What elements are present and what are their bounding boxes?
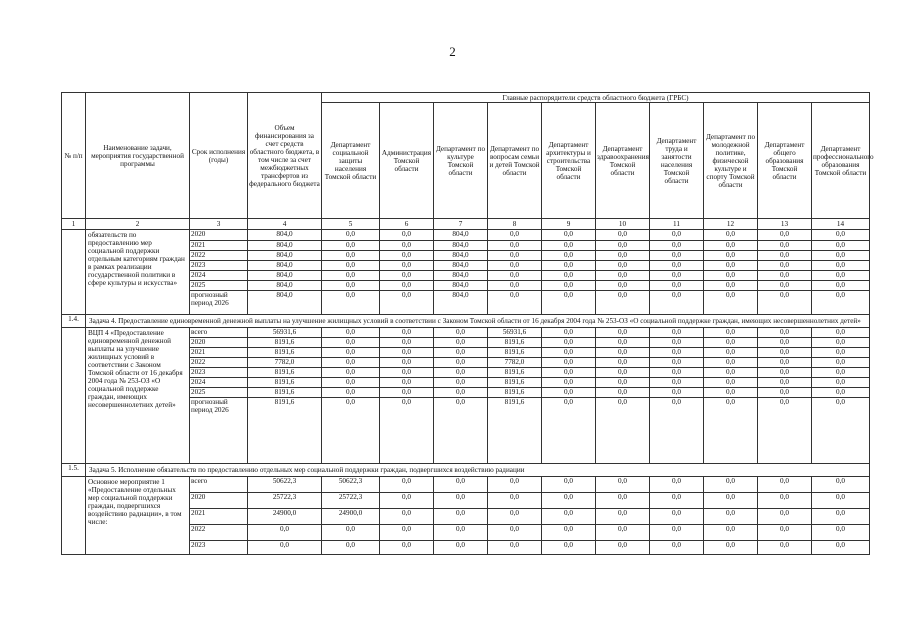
- value-cell: 56931,6: [248, 328, 322, 338]
- value-cell: 0,0: [758, 525, 812, 541]
- header-grbs-4: Департамент по вопросам семьи и детей Томской области: [488, 103, 542, 219]
- value-cell: 0,0: [488, 271, 542, 281]
- value-cell: 0,0: [542, 358, 596, 368]
- value-cell: 0,0: [758, 271, 812, 281]
- value-cell: 0,0: [596, 271, 650, 281]
- value-cell: 0,0: [596, 328, 650, 338]
- value-cell: 0,0: [650, 291, 704, 315]
- value-cell: 0,0: [434, 541, 488, 555]
- value-cell: 0,0: [812, 230, 870, 241]
- column-index-5: 5: [322, 219, 380, 230]
- value-cell: 8191,6: [488, 378, 542, 388]
- value-cell: 50622,3: [248, 477, 322, 493]
- value-cell: 804,0: [248, 281, 322, 291]
- value-cell: 0,0: [650, 230, 704, 241]
- value-cell: 0,0: [704, 271, 758, 281]
- value-cell: 0,0: [650, 398, 704, 464]
- value-cell: 0,0: [488, 241, 542, 251]
- column-index-4: 4: [248, 219, 322, 230]
- value-cell: 0,0: [322, 388, 380, 398]
- value-cell: 0,0: [596, 477, 650, 493]
- value-cell: 0,0: [380, 398, 434, 464]
- value-cell: 0,0: [650, 241, 704, 251]
- value-cell: 0,0: [650, 368, 704, 378]
- measure-name: Основное мероприятие 1 «Предоставление отдельных мер социальной поддержки граждан, подвергшихся воздействию радиации», в том числе:: [86, 477, 190, 555]
- value-cell: 0,0: [758, 230, 812, 241]
- term-cell: всего: [190, 328, 248, 338]
- term-cell: 2021: [190, 241, 248, 251]
- value-cell: 0,0: [380, 493, 434, 509]
- header-no: № п/п: [62, 93, 86, 219]
- value-cell: 0,0: [434, 525, 488, 541]
- value-cell: 0,0: [812, 378, 870, 388]
- value-cell: 8191,6: [248, 368, 322, 378]
- column-index-12: 12: [704, 219, 758, 230]
- value-cell: 804,0: [434, 291, 488, 315]
- value-cell: 8191,6: [488, 338, 542, 348]
- value-cell: 0,0: [758, 251, 812, 261]
- value-cell: 0,0: [758, 348, 812, 358]
- value-cell: 0,0: [812, 493, 870, 509]
- term-cell: 2022: [190, 525, 248, 541]
- value-cell: 0,0: [812, 261, 870, 271]
- value-cell: 0,0: [812, 281, 870, 291]
- row-number: [62, 230, 86, 315]
- value-cell: 0,0: [488, 509, 542, 525]
- header-term: Срок исполнения (годы): [190, 93, 248, 219]
- value-cell: 0,0: [542, 368, 596, 378]
- value-cell: 0,0: [704, 230, 758, 241]
- value-cell: 0,0: [434, 328, 488, 338]
- value-cell: 0,0: [704, 338, 758, 348]
- value-cell: 0,0: [596, 348, 650, 358]
- header-grbs-6: Департамент здравоохранения Томской области: [596, 103, 650, 219]
- value-cell: 0,0: [596, 358, 650, 368]
- value-cell: 0,0: [812, 271, 870, 281]
- value-cell: 0,0: [650, 358, 704, 368]
- value-cell: 0,0: [704, 509, 758, 525]
- value-cell: 0,0: [542, 328, 596, 338]
- value-cell: 0,0: [488, 261, 542, 271]
- value-cell: 0,0: [322, 230, 380, 241]
- measure-name: обязательств по предоставлению мер социальной поддержки отдельным категориям граждан в рамках реализации государственной политики в сфере культуры и искусства»: [86, 230, 190, 315]
- term-cell: всего: [190, 477, 248, 493]
- value-cell: 0,0: [812, 477, 870, 493]
- value-cell: 0,0: [812, 368, 870, 378]
- value-cell: 8191,6: [248, 398, 322, 464]
- value-cell: 0,0: [380, 230, 434, 241]
- value-cell: 0,0: [434, 348, 488, 358]
- value-cell: 8191,6: [488, 398, 542, 464]
- value-cell: 8191,6: [248, 348, 322, 358]
- value-cell: 8191,6: [488, 388, 542, 398]
- task-number: 1.4.: [62, 315, 86, 328]
- value-cell: 0,0: [650, 493, 704, 509]
- value-cell: 0,0: [758, 541, 812, 555]
- value-cell: 0,0: [812, 525, 870, 541]
- term-cell: 2023: [190, 541, 248, 555]
- value-cell: 0,0: [380, 378, 434, 388]
- value-cell: 0,0: [542, 525, 596, 541]
- value-cell: 0,0: [434, 509, 488, 525]
- measure-name: ВЦП 4 «Предоставление единовременной денежной выплаты на улучшение жилищных условий в соответствии с Законом Томской области от 16 декабря 2004 года № 253-ОЗ «О социальной поддержке граждан, имеющих несовершеннолетних детей»: [86, 328, 190, 464]
- term-cell: 2023: [190, 368, 248, 378]
- value-cell: 0,0: [322, 398, 380, 464]
- value-cell: 0,0: [596, 493, 650, 509]
- value-cell: 0,0: [542, 541, 596, 555]
- header-grbs-5: Департамент архитектуры и строительства Томской области: [542, 103, 596, 219]
- value-cell: 0,0: [758, 477, 812, 493]
- value-cell: 0,0: [434, 493, 488, 509]
- value-cell: 0,0: [650, 541, 704, 555]
- value-cell: 0,0: [704, 358, 758, 368]
- value-cell: 0,0: [704, 241, 758, 251]
- value-cell: 0,0: [488, 541, 542, 555]
- term-cell: 2020: [190, 338, 248, 348]
- value-cell: 0,0: [322, 328, 380, 338]
- value-cell: 0,0: [380, 348, 434, 358]
- value-cell: 0,0: [542, 281, 596, 291]
- value-cell: 0,0: [380, 261, 434, 271]
- value-cell: 0,0: [704, 328, 758, 338]
- value-cell: 0,0: [758, 358, 812, 368]
- value-cell: 0,0: [596, 230, 650, 241]
- value-cell: 804,0: [248, 261, 322, 271]
- term-cell: 2024: [190, 378, 248, 388]
- value-cell: 24900,0: [322, 509, 380, 525]
- value-cell: 0,0: [542, 388, 596, 398]
- value-cell: 0,0: [758, 261, 812, 271]
- value-cell: 0,0: [542, 291, 596, 315]
- value-cell: 0,0: [380, 525, 434, 541]
- value-cell: 0,0: [380, 509, 434, 525]
- value-cell: 0,0: [758, 378, 812, 388]
- value-cell: 0,0: [542, 261, 596, 271]
- value-cell: 0,0: [542, 251, 596, 261]
- value-cell: 0,0: [542, 477, 596, 493]
- value-cell: 7782,0: [248, 358, 322, 368]
- value-cell: 0,0: [704, 388, 758, 398]
- column-index-1: 1: [62, 219, 86, 230]
- value-cell: 804,0: [248, 271, 322, 281]
- table-row: [62, 477, 870, 493]
- value-cell: 0,0: [542, 493, 596, 509]
- value-cell: 0,0: [434, 388, 488, 398]
- value-cell: 0,0: [812, 328, 870, 338]
- value-cell: 0,0: [322, 338, 380, 348]
- task-text: Задача 4. Предоставление единовременной денежной выплаты на улучшение жилищных условий в соответствии с Законом Томской области от 16 декабря 2004 года № 253-ОЗ «О социальной поддержке граждан, имеющих несовершеннолетних детей»: [86, 315, 870, 328]
- header-grbs-9: Департамент общего образования Томской области: [758, 103, 812, 219]
- value-cell: 804,0: [434, 271, 488, 281]
- value-cell: 0,0: [542, 338, 596, 348]
- value-cell: 0,0: [380, 541, 434, 555]
- value-cell: 0,0: [650, 281, 704, 291]
- value-cell: 0,0: [542, 509, 596, 525]
- column-index-7: 7: [434, 219, 488, 230]
- value-cell: 0,0: [596, 525, 650, 541]
- value-cell: 8191,6: [248, 338, 322, 348]
- value-cell: 0,0: [704, 477, 758, 493]
- task-row: [62, 315, 870, 328]
- value-cell: 0,0: [596, 388, 650, 398]
- value-cell: 0,0: [322, 348, 380, 358]
- term-cell: 2023: [190, 261, 248, 271]
- value-cell: 25722,3: [248, 493, 322, 509]
- header-grbs-1: Департамент социальной защиты населения Томской области: [322, 103, 380, 219]
- column-index-14: 14: [812, 219, 870, 230]
- value-cell: 0,0: [434, 477, 488, 493]
- value-cell: 0,0: [488, 493, 542, 509]
- value-cell: 0,0: [380, 271, 434, 281]
- value-cell: 0,0: [322, 271, 380, 281]
- value-cell: 50622,3: [322, 477, 380, 493]
- value-cell: 0,0: [758, 398, 812, 464]
- value-cell: 0,0: [596, 509, 650, 525]
- value-cell: 0,0: [704, 281, 758, 291]
- term-cell: 2024: [190, 271, 248, 281]
- value-cell: 0,0: [704, 291, 758, 315]
- value-cell: 0,0: [434, 378, 488, 388]
- value-cell: 0,0: [380, 338, 434, 348]
- value-cell: 0,0: [380, 241, 434, 251]
- value-cell: 804,0: [434, 241, 488, 251]
- value-cell: 0,0: [488, 525, 542, 541]
- column-index-13: 13: [758, 219, 812, 230]
- header-grbs-3: Департамент по культуре Томской области: [434, 103, 488, 219]
- term-cell: 2021: [190, 348, 248, 358]
- header-grbs-8: Департамент по молодежной политике, физической культуре и спорту Томской области: [704, 103, 758, 219]
- header-grbs-7: Департамент труда и занятости населения Томской области: [650, 103, 704, 219]
- value-cell: 0,0: [812, 541, 870, 555]
- value-cell: 0,0: [650, 271, 704, 281]
- value-cell: 0,0: [322, 368, 380, 378]
- value-cell: 0,0: [758, 368, 812, 378]
- value-cell: 0,0: [322, 378, 380, 388]
- task-number: 1.5.: [62, 464, 86, 477]
- value-cell: 0,0: [704, 398, 758, 464]
- value-cell: 0,0: [758, 493, 812, 509]
- term-cell: 2020: [190, 493, 248, 509]
- value-cell: 0,0: [380, 477, 434, 493]
- value-cell: 0,0: [596, 261, 650, 271]
- value-cell: 0,0: [596, 378, 650, 388]
- value-cell: 0,0: [248, 541, 322, 555]
- value-cell: 0,0: [596, 398, 650, 464]
- column-index-6: 6: [380, 219, 434, 230]
- column-index-3: 3: [190, 219, 248, 230]
- value-cell: 0,0: [812, 338, 870, 348]
- value-cell: 0,0: [434, 368, 488, 378]
- value-cell: 0,0: [434, 398, 488, 464]
- value-cell: 0,0: [758, 509, 812, 525]
- value-cell: 0,0: [704, 261, 758, 271]
- value-cell: 0,0: [380, 251, 434, 261]
- header-volume: Объем финансирования за счет средств областного бюджета, в том числе за счет межбюджетных трансфертов из федерального бюджета: [248, 93, 322, 219]
- value-cell: 0,0: [380, 368, 434, 378]
- value-cell: 0,0: [812, 509, 870, 525]
- value-cell: 0,0: [542, 241, 596, 251]
- term-cell: прогнозный период 2026: [190, 398, 248, 464]
- column-index-11: 11: [650, 219, 704, 230]
- value-cell: 8191,6: [248, 388, 322, 398]
- header-grbs-10: Департамент профессионального образования Томской области: [812, 103, 870, 219]
- value-cell: 0,0: [322, 358, 380, 368]
- column-index-2: 2: [86, 219, 190, 230]
- value-cell: 0,0: [650, 251, 704, 261]
- value-cell: 0,0: [380, 328, 434, 338]
- value-cell: 0,0: [380, 358, 434, 368]
- value-cell: 0,0: [434, 358, 488, 368]
- term-cell: 2020: [190, 230, 248, 241]
- term-cell: 2021: [190, 509, 248, 525]
- header-grbs-title: Главные распорядители средств областного бюджета (ГРБС): [322, 93, 870, 103]
- value-cell: 0,0: [650, 477, 704, 493]
- value-cell: 0,0: [322, 291, 380, 315]
- value-cell: 0,0: [596, 281, 650, 291]
- value-cell: 0,0: [812, 388, 870, 398]
- value-cell: 0,0: [322, 251, 380, 261]
- value-cell: 0,0: [758, 338, 812, 348]
- table-row: [62, 328, 870, 338]
- value-cell: 0,0: [380, 281, 434, 291]
- row-number: [62, 328, 86, 464]
- value-cell: 0,0: [812, 358, 870, 368]
- table-row: [62, 230, 870, 241]
- value-cell: 0,0: [596, 291, 650, 315]
- value-cell: 0,0: [650, 338, 704, 348]
- task-row: [62, 464, 870, 477]
- value-cell: 0,0: [704, 541, 758, 555]
- value-cell: 0,0: [248, 525, 322, 541]
- value-cell: 56931,6: [488, 328, 542, 338]
- value-cell: 804,0: [434, 230, 488, 241]
- value-cell: 0,0: [322, 281, 380, 291]
- value-cell: 0,0: [596, 368, 650, 378]
- header-name: Наименование задачи, мероприятия государственной программы: [86, 93, 190, 219]
- value-cell: 0,0: [704, 493, 758, 509]
- value-cell: 804,0: [248, 230, 322, 241]
- value-cell: 0,0: [488, 477, 542, 493]
- value-cell: 0,0: [704, 378, 758, 388]
- value-cell: 0,0: [542, 398, 596, 464]
- value-cell: 0,0: [488, 291, 542, 315]
- value-cell: 0,0: [812, 348, 870, 358]
- value-cell: 0,0: [542, 271, 596, 281]
- value-cell: 0,0: [650, 328, 704, 338]
- value-cell: 0,0: [542, 230, 596, 241]
- value-cell: 0,0: [758, 291, 812, 315]
- value-cell: 24900,0: [248, 509, 322, 525]
- value-cell: 0,0: [650, 525, 704, 541]
- term-cell: 2022: [190, 358, 248, 368]
- value-cell: 0,0: [650, 261, 704, 271]
- value-cell: 7782,0: [488, 358, 542, 368]
- value-cell: 0,0: [596, 251, 650, 261]
- value-cell: 804,0: [248, 251, 322, 261]
- value-cell: 0,0: [650, 388, 704, 398]
- value-cell: 0,0: [542, 378, 596, 388]
- row-number: [62, 477, 86, 555]
- column-index-10: 10: [596, 219, 650, 230]
- value-cell: 0,0: [596, 338, 650, 348]
- value-cell: 0,0: [322, 261, 380, 271]
- task-text: Задача 5. Исполнение обязательств по предоставлению отдельных мер социальной поддержки граждан, подвергшихся воздействию радиации: [86, 464, 870, 477]
- value-cell: 0,0: [322, 525, 380, 541]
- value-cell: 0,0: [812, 251, 870, 261]
- value-cell: 0,0: [322, 241, 380, 251]
- value-cell: 0,0: [758, 388, 812, 398]
- term-cell: 2022: [190, 251, 248, 261]
- term-cell: 2025: [190, 281, 248, 291]
- value-cell: 0,0: [488, 230, 542, 241]
- header-grbs-2: Администрация Томской области: [380, 103, 434, 219]
- value-cell: 0,0: [596, 241, 650, 251]
- column-index-9: 9: [542, 219, 596, 230]
- term-cell: прогнозный период 2026: [190, 291, 248, 315]
- column-index-8: 8: [488, 219, 542, 230]
- value-cell: 0,0: [704, 368, 758, 378]
- value-cell: 8191,6: [488, 368, 542, 378]
- value-cell: 804,0: [434, 251, 488, 261]
- value-cell: 0,0: [488, 281, 542, 291]
- value-cell: 804,0: [248, 291, 322, 315]
- page-number: 2: [449, 44, 456, 59]
- value-cell: 0,0: [812, 291, 870, 315]
- value-cell: 0,0: [542, 348, 596, 358]
- term-cell: 2025: [190, 388, 248, 398]
- value-cell: 0,0: [322, 541, 380, 555]
- value-cell: 0,0: [380, 388, 434, 398]
- value-cell: 25722,3: [322, 493, 380, 509]
- budget-table: [61, 92, 874, 555]
- value-cell: 0,0: [434, 338, 488, 348]
- value-cell: 0,0: [704, 251, 758, 261]
- value-cell: 0,0: [596, 541, 650, 555]
- value-cell: 0,0: [380, 291, 434, 315]
- value-cell: 0,0: [704, 348, 758, 358]
- value-cell: 0,0: [812, 241, 870, 251]
- value-cell: 8191,6: [248, 378, 322, 388]
- value-cell: 0,0: [758, 281, 812, 291]
- value-cell: 804,0: [434, 281, 488, 291]
- value-cell: 0,0: [650, 378, 704, 388]
- value-cell: 0,0: [758, 328, 812, 338]
- value-cell: 0,0: [650, 348, 704, 358]
- value-cell: 0,0: [704, 525, 758, 541]
- value-cell: 0,0: [758, 241, 812, 251]
- value-cell: 0,0: [812, 398, 870, 464]
- value-cell: 804,0: [434, 261, 488, 271]
- value-cell: 0,0: [488, 251, 542, 261]
- value-cell: 0,0: [650, 509, 704, 525]
- value-cell: 804,0: [248, 241, 322, 251]
- value-cell: 8191,6: [488, 348, 542, 358]
